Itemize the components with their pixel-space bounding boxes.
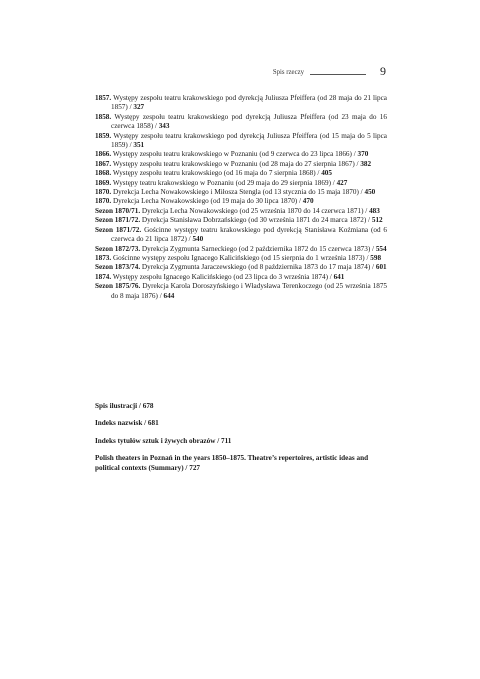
toc-sections xyxy=(95,402,387,481)
toc-entry-page: 470 xyxy=(302,197,314,206)
toc-entry-key: 1870. xyxy=(95,188,112,197)
toc-entry-page: 644 xyxy=(163,291,175,300)
toc-entry-list xyxy=(95,94,387,301)
toc-entry xyxy=(95,207,387,216)
toc-entry-key: Sezon 1873/74. xyxy=(95,263,141,272)
toc-entry-key: 1858. xyxy=(95,112,112,121)
toc-entry-page: 641 xyxy=(333,272,345,281)
toc-entry-page: 601 xyxy=(375,263,387,272)
toc-entry-page: 327 xyxy=(133,103,145,112)
toc-entry-text: Dyrekcja Lecha Nowakowskiego i Miłosza Stengla (od 13 stycznia do 15 maja 1870) / xyxy=(112,188,363,197)
toc-entry-text: Występy zespołu teatru krakowskiego pod dyrekcją Juliusza Pfeiffera (od 15 maja do 5 lipca 1859) / xyxy=(111,131,387,150)
toc-entry-key: 1869. xyxy=(95,178,112,187)
toc-entry-page: 382 xyxy=(360,159,372,168)
toc-entry xyxy=(95,197,387,206)
toc-entry-key: 1870. xyxy=(95,197,112,206)
toc-entry xyxy=(95,179,387,188)
page-number: 9 xyxy=(380,64,386,78)
toc-entry-key: Sezon 1871/72. xyxy=(95,216,141,225)
toc-entry-text: Dyrekcja Stanisława Dobrzańskiego (od 30 września 1871 do 24 marca 1872) / xyxy=(141,216,371,225)
toc-entry xyxy=(95,273,387,282)
toc-section: Spis ilustracji / 678 xyxy=(95,402,154,410)
toc-entry-page: 483 xyxy=(369,206,380,215)
toc-section: Indeks nazwisk / 681 xyxy=(95,419,159,428)
toc-entry-page: 554 xyxy=(375,244,387,253)
toc-entry-text: Występy zespołu teatru krakowskiego (od 16 maja do 7 sierpnia 1868) / xyxy=(112,169,320,178)
toc-entry-page: 351 xyxy=(133,141,145,150)
running-head-rule xyxy=(310,74,366,75)
toc-entry xyxy=(95,282,387,301)
toc-entry xyxy=(95,132,387,151)
toc-entry-page: 512 xyxy=(371,216,383,225)
toc-entry-page: 598 xyxy=(370,253,382,262)
toc-section: Polish theaters in Poznań in the years 1850–1875. Theatre’s repertoires, artistic ideas and political contexts (Summary) / 727 xyxy=(95,454,369,472)
toc-entry xyxy=(95,245,387,254)
toc-entry-page: 405 xyxy=(321,169,332,178)
toc-entry-text: Gościnne występy teatru krakowskiego pod dyrekcją Stanisława Koźmiana (od 6 czerwca do 21 lipca 1872) / xyxy=(111,225,388,244)
toc-entry-text: Występy teatru krakowskiego w Poznaniu (od 29 maja do 29 sierpnia 1869) / xyxy=(112,178,335,187)
toc-entry-key: Sezon 1870/71. xyxy=(95,206,141,215)
toc-entry xyxy=(95,216,387,225)
toc-entry-text: Dyrekcja Lecha Nowakowskiego (od 19 maja do 30 lipca 1870) / xyxy=(112,197,301,206)
toc-entry-key: 1874. xyxy=(95,272,112,281)
toc-entry xyxy=(95,188,387,197)
toc-entry xyxy=(95,169,387,178)
toc-entry-text: Dyrekcja Karola Doroszyńskiego i Władysława Terenkoczego (od 25 września 1875 do 8 maja 1876) / xyxy=(111,282,388,300)
toc-entry-text: Występy zespołu teatru krakowskiego pod dyrekcją Juliusza Pfeiffera (od 28 maja do 21 lipca 1857) / xyxy=(111,94,387,112)
toc-entry-text: Występy zespołu teatru krakowskiego w Poznaniu (od 28 maja do 27 sierpnia 1867) / xyxy=(112,159,359,168)
running-head xyxy=(96,66,386,80)
toc-entry-page: 427 xyxy=(336,178,348,187)
toc-entry-page: 343 xyxy=(158,122,170,131)
toc-entry-key: 1873. xyxy=(95,253,112,262)
toc-entry-text: Występy zespołu Ignacego Kalicińskiego (od 23 lipca do 3 września 1874) / xyxy=(112,272,332,281)
toc-entry-page: 450 xyxy=(364,188,376,197)
toc-entry xyxy=(95,160,387,169)
toc-entry-key: Sezon 1871/72. xyxy=(95,225,142,234)
toc-entry-key: 1857. xyxy=(95,94,112,102)
toc-entry xyxy=(95,254,387,263)
toc-entry xyxy=(95,226,387,245)
toc-entry-key: Sezon 1872/73. xyxy=(95,244,141,253)
toc-entry-text: Gościnne występy zespołu Ignacego Kalicińskiego (od 15 sierpnia do 1 września 1873) / xyxy=(112,253,369,262)
toc-entry-text: Dyrekcja Zygmunta Jaraczewskiego (od 8 października 1873 do 17 maja 1874) / xyxy=(141,263,375,272)
toc-entry xyxy=(95,113,387,132)
toc-entry-text: Występy zespołu teatru krakowskiego w Poznaniu (od 9 czerwca do 23 lipca 1866) / xyxy=(112,150,356,159)
running-head-label: Spis rzeczy xyxy=(272,69,304,76)
toc-entry-page: 540 xyxy=(192,235,204,244)
toc-entry-key: 1868. xyxy=(95,169,112,178)
toc-entry xyxy=(95,94,387,113)
toc-entry-key: 1867. xyxy=(95,159,112,168)
toc-entry xyxy=(95,263,387,272)
toc-entry-key: Sezon 1875/76. xyxy=(95,282,141,291)
toc-entry-page: 370 xyxy=(357,150,369,159)
toc-entry-key: 1866. xyxy=(95,150,112,159)
toc-section: Indeks tytułów sztuk i żywych obrazów / 711 xyxy=(95,436,232,445)
toc-entry-text: Dyrekcja Lecha Nowakowskiego (od 25 września 1870 do 14 czerwca 1871) / xyxy=(141,206,368,215)
toc-entry-text: Występy zespołu teatru krakowskiego pod dyrekcją Juliusza Pfeiffera (od 23 maja do 16 czerwca 1858) / xyxy=(111,112,387,131)
toc-entry xyxy=(95,150,387,159)
toc-entry-key: 1859. xyxy=(95,131,112,140)
toc-entry-text: Dyrekcja Zygmunta Sarneckiego (od 2 października 1872 do 15 czerwca 1873) / xyxy=(141,244,375,253)
